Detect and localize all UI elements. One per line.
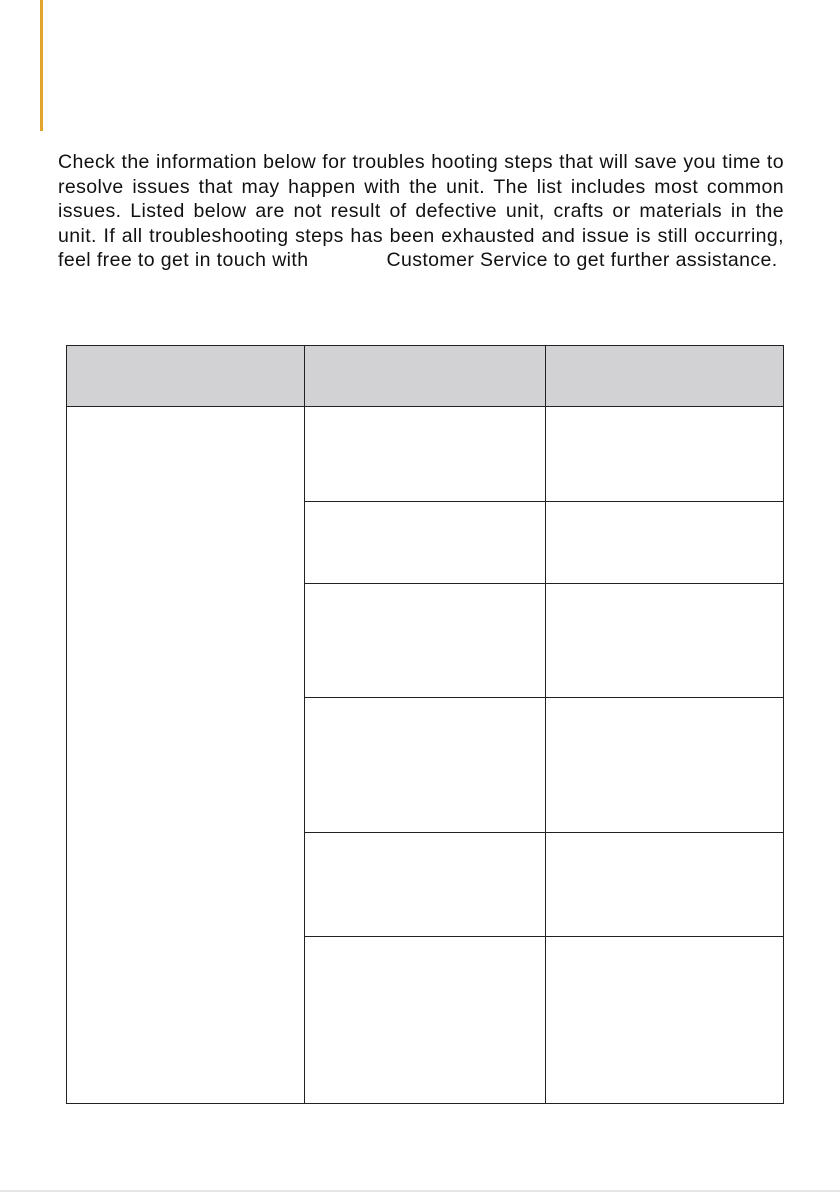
solution-cell — [545, 584, 783, 698]
cause-cell — [305, 502, 545, 584]
solution-cell — [545, 833, 783, 937]
solution-cell — [545, 698, 783, 833]
solution-cell — [545, 407, 783, 502]
troubleshooting-table — [66, 345, 784, 1104]
intro-text-part2: Customer Service to get further assistance. — [386, 249, 778, 271]
intro-text-part1: Check the information below for troubles hooting steps that will save you time to resolve issues that may happen with the unit. The list includes most common issues. Listed below are not result of defective unit, crafts or materials in the unit. If all troubleshooting steps has been exhausted and issue is still occurring, feel free to get in touch with — [58, 151, 784, 271]
header-problem — [67, 346, 305, 407]
table-row — [67, 407, 784, 502]
solution-cell — [545, 502, 783, 584]
header-cause — [305, 346, 545, 407]
header-solution — [545, 346, 783, 407]
cause-cell — [305, 698, 545, 833]
table-header-row — [67, 346, 784, 407]
problem-cell — [67, 407, 305, 1104]
cause-cell — [305, 407, 545, 502]
accent-bar — [40, 0, 43, 131]
cause-cell — [305, 937, 545, 1104]
intro-paragraph — [58, 150, 784, 273]
cause-cell — [305, 584, 545, 698]
solution-cell — [545, 937, 783, 1104]
cause-cell — [305, 833, 545, 937]
